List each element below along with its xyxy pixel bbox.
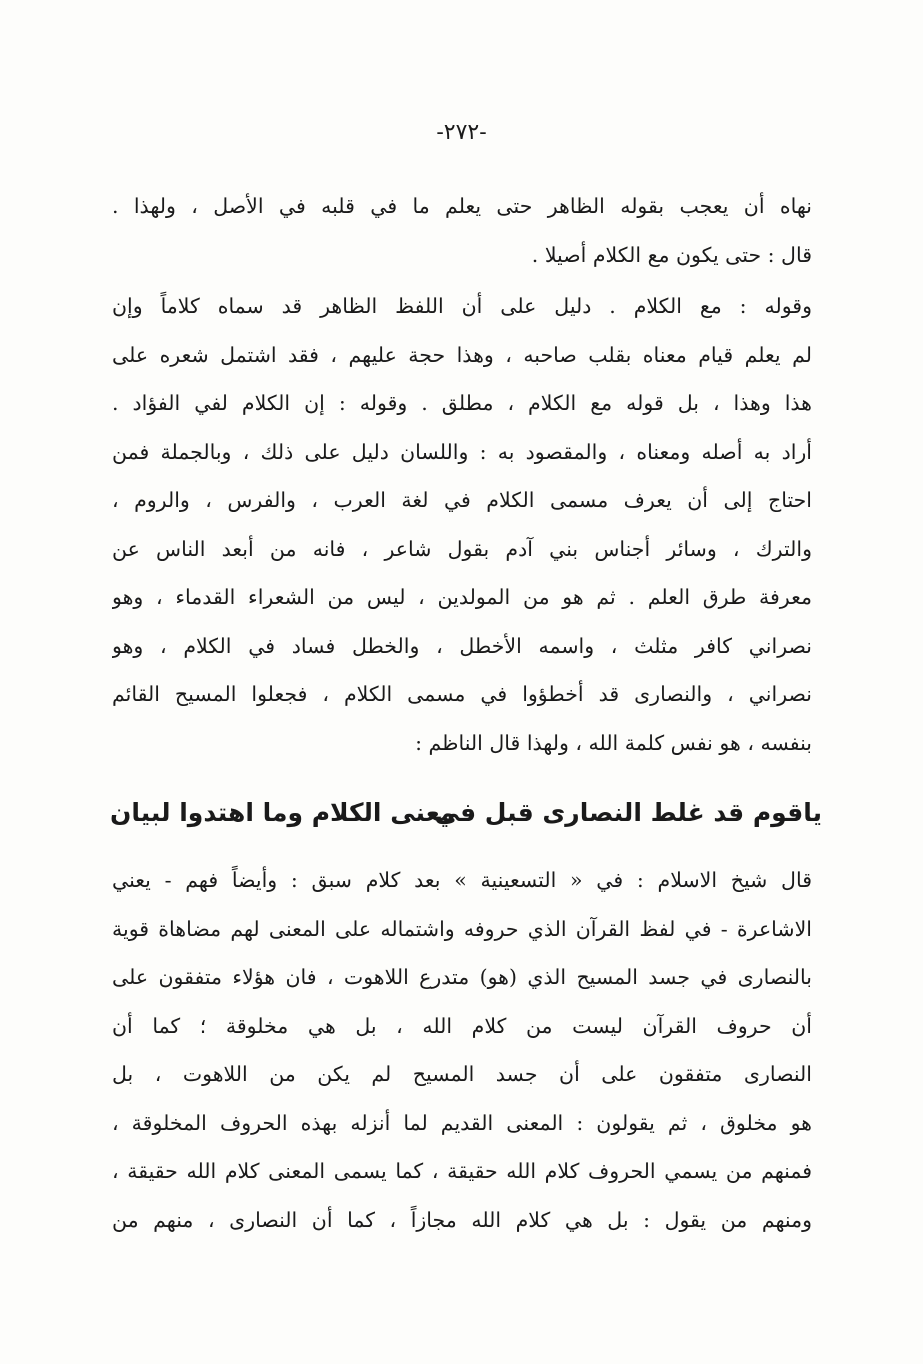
page-number: -٢٧٢-	[436, 120, 487, 145]
text-line: نصراني ، والنصارى قد أخطؤوا في مسمى الكلام ، فجعلوا المسيح القائم	[112, 682, 812, 706]
text-line: النصارى متفقون على أن جسد المسيح لم يكن من اللاهوت ، بل	[112, 1062, 812, 1086]
text-line: هو مخلوق ، ثم يقولون : المعنى القديم لما أنزله بهذه الحروف المخلوقة ،	[112, 1110, 812, 1135]
text-line: معرفة طرق العلم . ثم هو من المولدين ، ليس من الشعراء القدماء ، وهو	[112, 585, 812, 609]
text-line: لم يعلم قيام معناه بقلب صاحبه ، وهذا حجة عليهم ، فقد اشتمل شعره على	[112, 342, 812, 367]
text-line: نهاه أن يعجب بقوله الظاهر حتى يعلم ما في قلبه في الأصل ، ولهذا .	[112, 194, 812, 218]
paragraph-1	[112, 182, 812, 279]
text-line: وقوله : مع الكلام . دليل على أن اللفظ الظاهر قد سماه كلاماً وإن	[112, 294, 812, 318]
text-line: هذا وهذا ، بل قوله مع الكلام ، مطلق . وقوله : إن الكلام لفي الفؤاد .	[112, 391, 812, 415]
paragraph-3	[112, 856, 812, 1244]
text-line: بالنصارى في جسد المسيح الذي (هو) متدرع اللاهوت ، فان هؤلاء متفقون على	[112, 965, 812, 989]
text-line: أن حروف القرآن ليست من كلام الله ، بل هي مخلوقة ؛ كما أن	[112, 1013, 812, 1038]
text-line: ومنهم من يقول : بل هي كلام الله مجازاً ، كما أن النصارى ، منهم من	[112, 1207, 812, 1232]
text-line: احتاج إلى أن يعرف مسمى الكلام في لغة العرب ، والفرس ، والروم ،	[112, 488, 812, 512]
text-line: والترك ، وسائر أجناس بني آدم بقول شاعر ، فانه من أبعد الناس عن	[112, 536, 812, 561]
text-line: أراد به أصله ومعناه ، والمقصود به : واللسان دليل على ذلك ، وبالجملة فمن	[112, 439, 812, 464]
text-line: قال : حتى يكون مع الكلام أصيلا .	[531, 242, 812, 267]
text-line: قال شيخ الاسلام : في « التسعينية » بعد كلام سبق : وأيضاً فهم - يعني	[112, 868, 812, 892]
verse-first-hemistich: ياقوم قد غلط النصارى قبل في	[434, 798, 822, 827]
text-line: فمنهم من يسمي الحروف كلام الله حقيقة ، كما يسمى المعنى كلام الله حقيقة ،	[112, 1159, 812, 1183]
text-line: نصراني كافر مثلث ، واسمه الأخطل ، والخطل فساد في الكلام ، وهو	[112, 633, 812, 658]
text-line: الاشاعرة - في لفظ القرآن الذي حروفه واشتماله على المعنى لهم مضاهاة قوية	[112, 916, 812, 941]
paragraph-2	[112, 282, 812, 767]
poem-verse	[110, 788, 822, 838]
text-line: بنفسه ، هو نفس كلمة الله ، ولهذا قال الناظم :	[415, 730, 812, 755]
verse-second-hemistich: معنى الكلام وما اهتدوا لبيان	[110, 798, 456, 827]
